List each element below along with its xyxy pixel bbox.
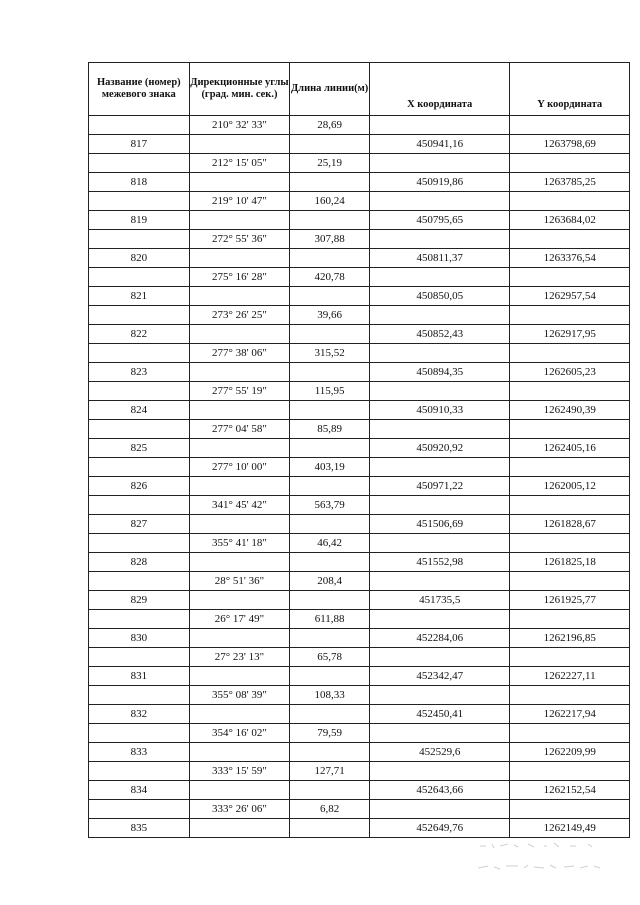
cell-x-coordinate [369, 610, 509, 629]
cell-point-name: 825 [89, 439, 190, 458]
cell-y-coordinate [510, 344, 630, 363]
table-row-point [89, 477, 630, 496]
cell-point-name [89, 572, 190, 591]
cell-line-length [290, 439, 370, 458]
cell-x-coordinate [369, 230, 509, 249]
cell-line-length: 315,52 [290, 344, 370, 363]
cell-x-coordinate [369, 458, 509, 477]
cell-x-coordinate: 452643,66 [369, 781, 509, 800]
cell-line-length [290, 363, 370, 382]
table-row-segment [89, 192, 630, 211]
cell-bearing-angle: 355° 08' 39" [189, 686, 290, 705]
cell-y-coordinate [510, 458, 630, 477]
table-body [89, 116, 630, 838]
cell-point-name [89, 496, 190, 515]
cell-x-coordinate: 450852,43 [369, 325, 509, 344]
cell-y-coordinate [510, 610, 630, 629]
cell-y-coordinate [510, 534, 630, 553]
cell-point-name: 828 [89, 553, 190, 572]
cell-line-length [290, 325, 370, 344]
cell-point-name [89, 192, 190, 211]
table-row-segment [89, 382, 630, 401]
table-row-segment [89, 496, 630, 515]
cell-line-length: 46,42 [290, 534, 370, 553]
table-row-point [89, 667, 630, 686]
cell-line-length: 115,95 [290, 382, 370, 401]
cell-bearing-angle: 275° 16' 28" [189, 268, 290, 287]
cell-point-name [89, 268, 190, 287]
table-row-point [89, 439, 630, 458]
cell-x-coordinate [369, 306, 509, 325]
cell-line-length: 160,24 [290, 192, 370, 211]
cell-x-coordinate [369, 192, 509, 211]
cell-x-coordinate: 451552,98 [369, 553, 509, 572]
cell-x-coordinate [369, 344, 509, 363]
boundary-coordinates-table [88, 62, 630, 838]
table-row-point [89, 135, 630, 154]
table-row-segment [89, 724, 630, 743]
cell-bearing-angle [189, 249, 290, 268]
cell-point-name [89, 420, 190, 439]
cell-bearing-angle [189, 515, 290, 534]
cell-x-coordinate [369, 800, 509, 819]
cell-point-name: 821 [89, 287, 190, 306]
table-row-segment [89, 154, 630, 173]
cell-x-coordinate: 450971,22 [369, 477, 509, 496]
cell-line-length [290, 743, 370, 762]
table-row-point [89, 515, 630, 534]
cell-y-coordinate [510, 230, 630, 249]
cell-x-coordinate: 451506,69 [369, 515, 509, 534]
cell-point-name: 824 [89, 401, 190, 420]
cell-point-name [89, 154, 190, 173]
cell-y-coordinate: 1261825,18 [510, 553, 630, 572]
cell-line-length [290, 781, 370, 800]
cell-bearing-angle: 273° 26' 25" [189, 306, 290, 325]
table-row-point [89, 591, 630, 610]
table-row-point [89, 401, 630, 420]
cell-point-name [89, 382, 190, 401]
cell-x-coordinate: 452284,06 [369, 629, 509, 648]
cell-point-name: 826 [89, 477, 190, 496]
cell-y-coordinate [510, 762, 630, 781]
cell-y-coordinate: 1262209,99 [510, 743, 630, 762]
cell-x-coordinate: 452649,76 [369, 819, 509, 838]
cell-x-coordinate: 450920,92 [369, 439, 509, 458]
cell-bearing-angle [189, 667, 290, 686]
cell-line-length: 39,66 [290, 306, 370, 325]
cell-y-coordinate [510, 420, 630, 439]
cell-y-coordinate: 1262605,23 [510, 363, 630, 382]
cell-line-length: 25,19 [290, 154, 370, 173]
table-row-segment [89, 648, 630, 667]
cell-y-coordinate: 1262196,85 [510, 629, 630, 648]
cell-y-coordinate: 1263376,54 [510, 249, 630, 268]
cell-y-coordinate [510, 686, 630, 705]
cell-x-coordinate [369, 420, 509, 439]
cell-x-coordinate: 450894,35 [369, 363, 509, 382]
cell-bearing-angle [189, 781, 290, 800]
cell-bearing-angle: 277° 04' 58" [189, 420, 290, 439]
cell-y-coordinate [510, 496, 630, 515]
table-row-point [89, 743, 630, 762]
cell-point-name: 829 [89, 591, 190, 610]
cell-bearing-angle [189, 553, 290, 572]
cell-y-coordinate: 1261828,67 [510, 515, 630, 534]
cell-y-coordinate: 1262005,12 [510, 477, 630, 496]
cell-y-coordinate: 1263785,25 [510, 173, 630, 192]
cell-x-coordinate [369, 496, 509, 515]
table-header-row [89, 63, 630, 116]
cell-point-name: 819 [89, 211, 190, 230]
cell-line-length [290, 819, 370, 838]
cell-y-coordinate [510, 154, 630, 173]
cell-bearing-angle: 26° 17' 49" [189, 610, 290, 629]
cell-bearing-angle: 272° 55' 36" [189, 230, 290, 249]
cell-line-length [290, 477, 370, 496]
cell-point-name [89, 800, 190, 819]
cell-x-coordinate: 451735,5 [369, 591, 509, 610]
cell-x-coordinate [369, 382, 509, 401]
cell-point-name: 817 [89, 135, 190, 154]
cell-y-coordinate: 1262217,94 [510, 705, 630, 724]
cell-x-coordinate: 452450,41 [369, 705, 509, 724]
cell-bearing-angle [189, 325, 290, 344]
cell-bearing-angle [189, 591, 290, 610]
cell-x-coordinate: 450941,16 [369, 135, 509, 154]
cell-y-coordinate: 1262152,54 [510, 781, 630, 800]
cell-y-coordinate: 1262957,54 [510, 287, 630, 306]
cell-x-coordinate [369, 268, 509, 287]
cell-point-name [89, 116, 190, 135]
cell-point-name: 818 [89, 173, 190, 192]
cell-x-coordinate [369, 154, 509, 173]
cell-y-coordinate [510, 724, 630, 743]
cell-point-name: 830 [89, 629, 190, 648]
cell-point-name [89, 724, 190, 743]
table-row-point [89, 287, 630, 306]
cell-line-length: 28,69 [290, 116, 370, 135]
cell-y-coordinate: 1262917,95 [510, 325, 630, 344]
cell-point-name [89, 306, 190, 325]
cell-y-coordinate [510, 572, 630, 591]
cell-x-coordinate: 452342,47 [369, 667, 509, 686]
table-row-point [89, 173, 630, 192]
cell-bearing-angle: 219° 10' 47" [189, 192, 290, 211]
cell-y-coordinate: 1261925,77 [510, 591, 630, 610]
cell-bearing-angle: 27° 23' 13" [189, 648, 290, 667]
table-row-segment [89, 800, 630, 819]
cell-bearing-angle [189, 477, 290, 496]
cell-line-length: 127,71 [290, 762, 370, 781]
cell-bearing-angle: 212° 15' 05" [189, 154, 290, 173]
cell-bearing-angle [189, 287, 290, 306]
cell-bearing-angle [189, 743, 290, 762]
cell-x-coordinate: 450850,05 [369, 287, 509, 306]
table-row-segment [89, 268, 630, 287]
cell-y-coordinate [510, 116, 630, 135]
header-angle: Дирекционные углы (град. мин. сек.) [189, 63, 290, 116]
table-row-point [89, 781, 630, 800]
cell-bearing-angle [189, 629, 290, 648]
cell-line-length [290, 553, 370, 572]
cell-bearing-angle: 28° 51' 36" [189, 572, 290, 591]
cell-x-coordinate [369, 534, 509, 553]
cell-line-length: 563,79 [290, 496, 370, 515]
table-row-segment [89, 116, 630, 135]
table-row-segment [89, 610, 630, 629]
cell-line-length [290, 211, 370, 230]
cell-point-name [89, 534, 190, 553]
cell-point-name [89, 610, 190, 629]
table-row-segment [89, 534, 630, 553]
cell-line-length: 6,82 [290, 800, 370, 819]
cell-bearing-angle [189, 173, 290, 192]
cell-bearing-angle: 277° 38' 06" [189, 344, 290, 363]
table-row-segment [89, 230, 630, 249]
cell-line-length: 420,78 [290, 268, 370, 287]
cell-point-name: 833 [89, 743, 190, 762]
cell-bearing-angle: 333° 26' 06" [189, 800, 290, 819]
cell-y-coordinate: 1263798,69 [510, 135, 630, 154]
cell-line-length [290, 591, 370, 610]
table-row-point [89, 553, 630, 572]
cell-y-coordinate [510, 306, 630, 325]
cell-line-length: 208,4 [290, 572, 370, 591]
cell-bearing-angle: 341° 45' 42" [189, 496, 290, 515]
table-row-point [89, 325, 630, 344]
cell-line-length: 403,19 [290, 458, 370, 477]
faint-stamp-mark [470, 834, 610, 884]
cell-x-coordinate: 452529,6 [369, 743, 509, 762]
header-y: Y координата [510, 63, 630, 116]
cell-point-name: 831 [89, 667, 190, 686]
cell-y-coordinate: 1263684,02 [510, 211, 630, 230]
cell-point-name [89, 762, 190, 781]
cell-point-name [89, 230, 190, 249]
cell-y-coordinate: 1262227,11 [510, 667, 630, 686]
cell-bearing-angle: 355° 41' 18" [189, 534, 290, 553]
header-name: Название (номер) межевого знака [89, 63, 190, 116]
header-x: X координата [369, 63, 509, 116]
table-row-segment [89, 306, 630, 325]
cell-x-coordinate [369, 648, 509, 667]
table-row-segment [89, 458, 630, 477]
cell-point-name: 823 [89, 363, 190, 382]
cell-bearing-angle [189, 439, 290, 458]
cell-line-length [290, 629, 370, 648]
cell-x-coordinate [369, 116, 509, 135]
cell-point-name: 834 [89, 781, 190, 800]
cell-x-coordinate [369, 724, 509, 743]
cell-x-coordinate [369, 762, 509, 781]
cell-line-length [290, 401, 370, 420]
cell-bearing-angle: 210° 32' 33" [189, 116, 290, 135]
table-row-point [89, 363, 630, 382]
cell-x-coordinate: 450910,33 [369, 401, 509, 420]
cell-bearing-angle: 277° 55' 19" [189, 382, 290, 401]
cell-y-coordinate: 1262490,39 [510, 401, 630, 420]
table-row-segment [89, 686, 630, 705]
cell-y-coordinate [510, 192, 630, 211]
cell-y-coordinate: 1262405,16 [510, 439, 630, 458]
cell-bearing-angle [189, 135, 290, 154]
cell-y-coordinate: 1262149,49 [510, 819, 630, 838]
cell-point-name [89, 458, 190, 477]
cell-line-length: 108,33 [290, 686, 370, 705]
table-row-segment [89, 762, 630, 781]
cell-line-length [290, 135, 370, 154]
cell-point-name [89, 686, 190, 705]
cell-point-name: 827 [89, 515, 190, 534]
cell-line-length [290, 173, 370, 192]
cell-line-length: 307,88 [290, 230, 370, 249]
table-row-point [89, 211, 630, 230]
cell-line-length: 65,78 [290, 648, 370, 667]
cell-y-coordinate [510, 800, 630, 819]
cell-point-name: 820 [89, 249, 190, 268]
cell-line-length: 85,89 [290, 420, 370, 439]
cell-x-coordinate [369, 686, 509, 705]
cell-point-name: 832 [89, 705, 190, 724]
cell-bearing-angle [189, 819, 290, 838]
cell-x-coordinate [369, 572, 509, 591]
cell-y-coordinate [510, 268, 630, 287]
cell-point-name: 822 [89, 325, 190, 344]
table-row-point [89, 629, 630, 648]
cell-x-coordinate: 450795,65 [369, 211, 509, 230]
cell-x-coordinate: 450811,37 [369, 249, 509, 268]
table-row-segment [89, 572, 630, 591]
cell-y-coordinate [510, 382, 630, 401]
cell-bearing-angle [189, 401, 290, 420]
cell-bearing-angle: 354° 16' 02" [189, 724, 290, 743]
cell-point-name: 835 [89, 819, 190, 838]
cell-x-coordinate: 450919,86 [369, 173, 509, 192]
table-row-segment [89, 420, 630, 439]
cell-bearing-angle [189, 211, 290, 230]
cell-line-length: 79,59 [290, 724, 370, 743]
cell-bearing-angle [189, 705, 290, 724]
cell-line-length [290, 667, 370, 686]
cell-line-length [290, 515, 370, 534]
cell-point-name [89, 648, 190, 667]
cell-bearing-angle: 277° 10' 00" [189, 458, 290, 477]
header-length: Длина линии(м) [290, 63, 370, 116]
cell-line-length [290, 705, 370, 724]
cell-bearing-angle: 333° 15' 59" [189, 762, 290, 781]
cell-line-length [290, 287, 370, 306]
cell-y-coordinate [510, 648, 630, 667]
cell-line-length [290, 249, 370, 268]
table-row-point [89, 249, 630, 268]
cell-point-name [89, 344, 190, 363]
cell-bearing-angle [189, 363, 290, 382]
table-row-segment [89, 344, 630, 363]
table-row-point [89, 705, 630, 724]
cell-line-length: 611,88 [290, 610, 370, 629]
